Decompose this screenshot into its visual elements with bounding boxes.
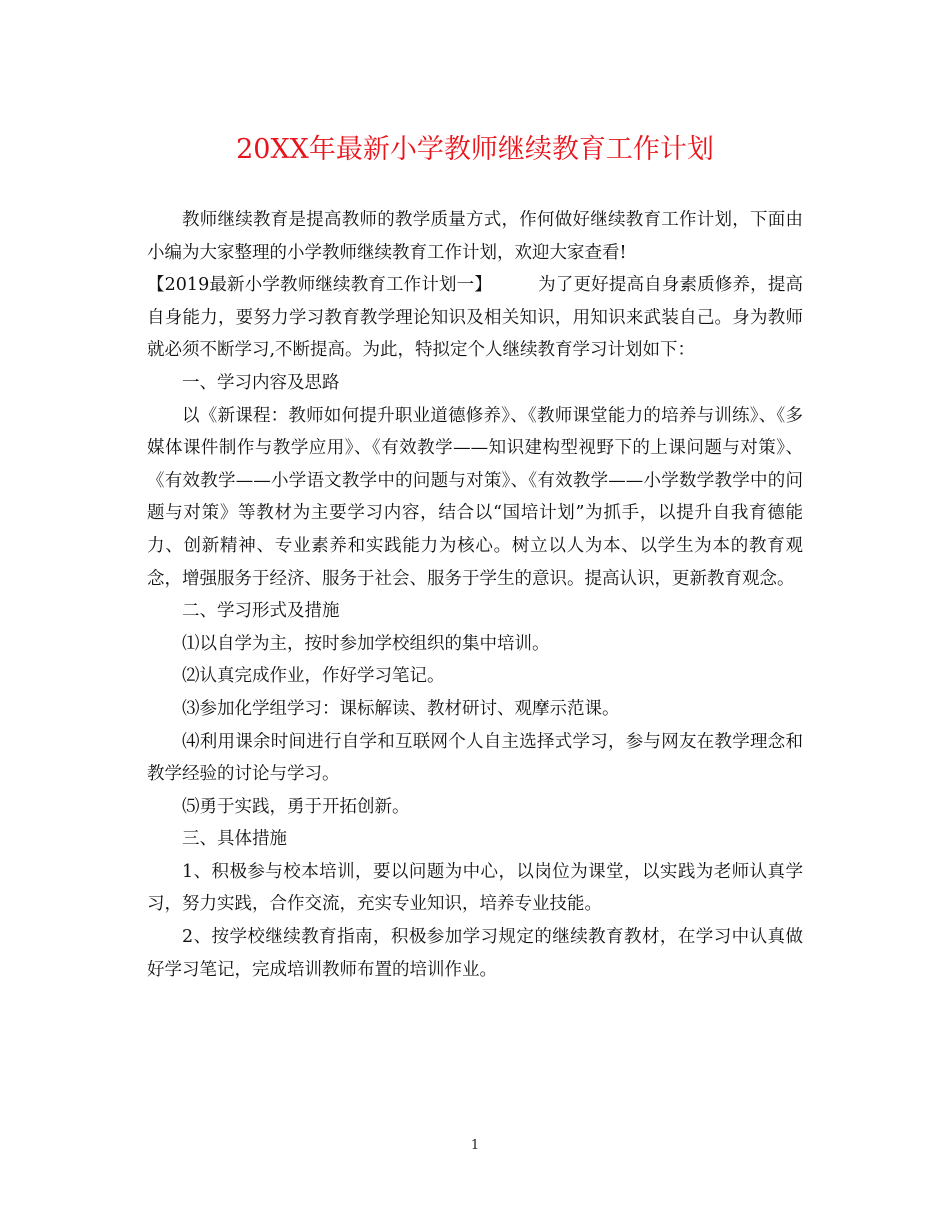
section2-heading: 二、学习形式及措施: [182, 601, 340, 622]
section3-item: 2、按学校继续教育指南，积极参加学习规定的继续教育教材，在学习中认真做好学习笔记，完成培训教师布置的培训作业。: [147, 927, 803, 980]
section1-heading: 一、学习内容及思路: [182, 372, 340, 393]
plan-intro-paragraph: [147, 269, 803, 367]
page-number: 1: [470, 1138, 480, 1153]
section3-item: 1、积极参与校本培训，要以问题为中心，以岗位为课堂，以实践为老师认真学习，努力实践，合作交流，充实专业知识，培养专业技能。: [147, 861, 803, 915]
section2-item: ⑷利用课余时间进行自学和互联网个人自主选择式学习，参与网友在教学理念和教学经验的讨论与学习。: [147, 731, 803, 785]
section1-body: 以《新课程：教师如何提升职业道德修养》、《教师课堂能力的培养与训练》、《多媒体课件制作与教学应用》、《有效教学——知识建构型视野下的上课问题与对策》、《有效教学——小学语文教学中的问题与对策》、《有效教学——小学数学教学中的问题与对策》等教材为主要学习内容，结合以“国培计划”为抓手，以提升自我育德能力、创新精神、专业素养和实践能力为核心。树立以人为本、以学生为本的教育观念，增强服务于经济、服务于社会、服务于学生的意识。提高认识，更新教育观念。: [147, 405, 803, 589]
section2-item: ⑵认真完成作业，作好学习笔记。: [182, 666, 445, 687]
plan-heading: 【2019最新小学教师继续教育工作计划一】: [147, 275, 493, 296]
intro-paragraph: 教师继续教育是提高教师的教学质量方式，作何做好继续教育工作计划，下面由小编为大家整理的小学教师继续教育工作计划，欢迎大家查看!: [147, 210, 803, 263]
section2-item: ⑶参加化学组学习：课标解读、教材研讨、观摩示范课。: [182, 698, 620, 719]
plan-intro-text: 为了更好提高自身素质修养，提高自身能力，要努力学习教育教学理论知识及相关知识，用知识来武装自己。身为教师就必须不断学习,不断提高。为此，特拟定个人继续教育学习计划如下：: [147, 275, 803, 361]
document-body: [147, 204, 803, 986]
section2-item: ⑴以自学为主，按时参加学校组织的集中培训。: [182, 633, 550, 654]
section2-item: ⑸勇于实践，勇于开拓创新。: [182, 796, 410, 817]
document-title: 20XX年最新小学教师继续教育工作计划: [236, 134, 714, 165]
section3-heading: 三、具体措施: [182, 829, 287, 850]
